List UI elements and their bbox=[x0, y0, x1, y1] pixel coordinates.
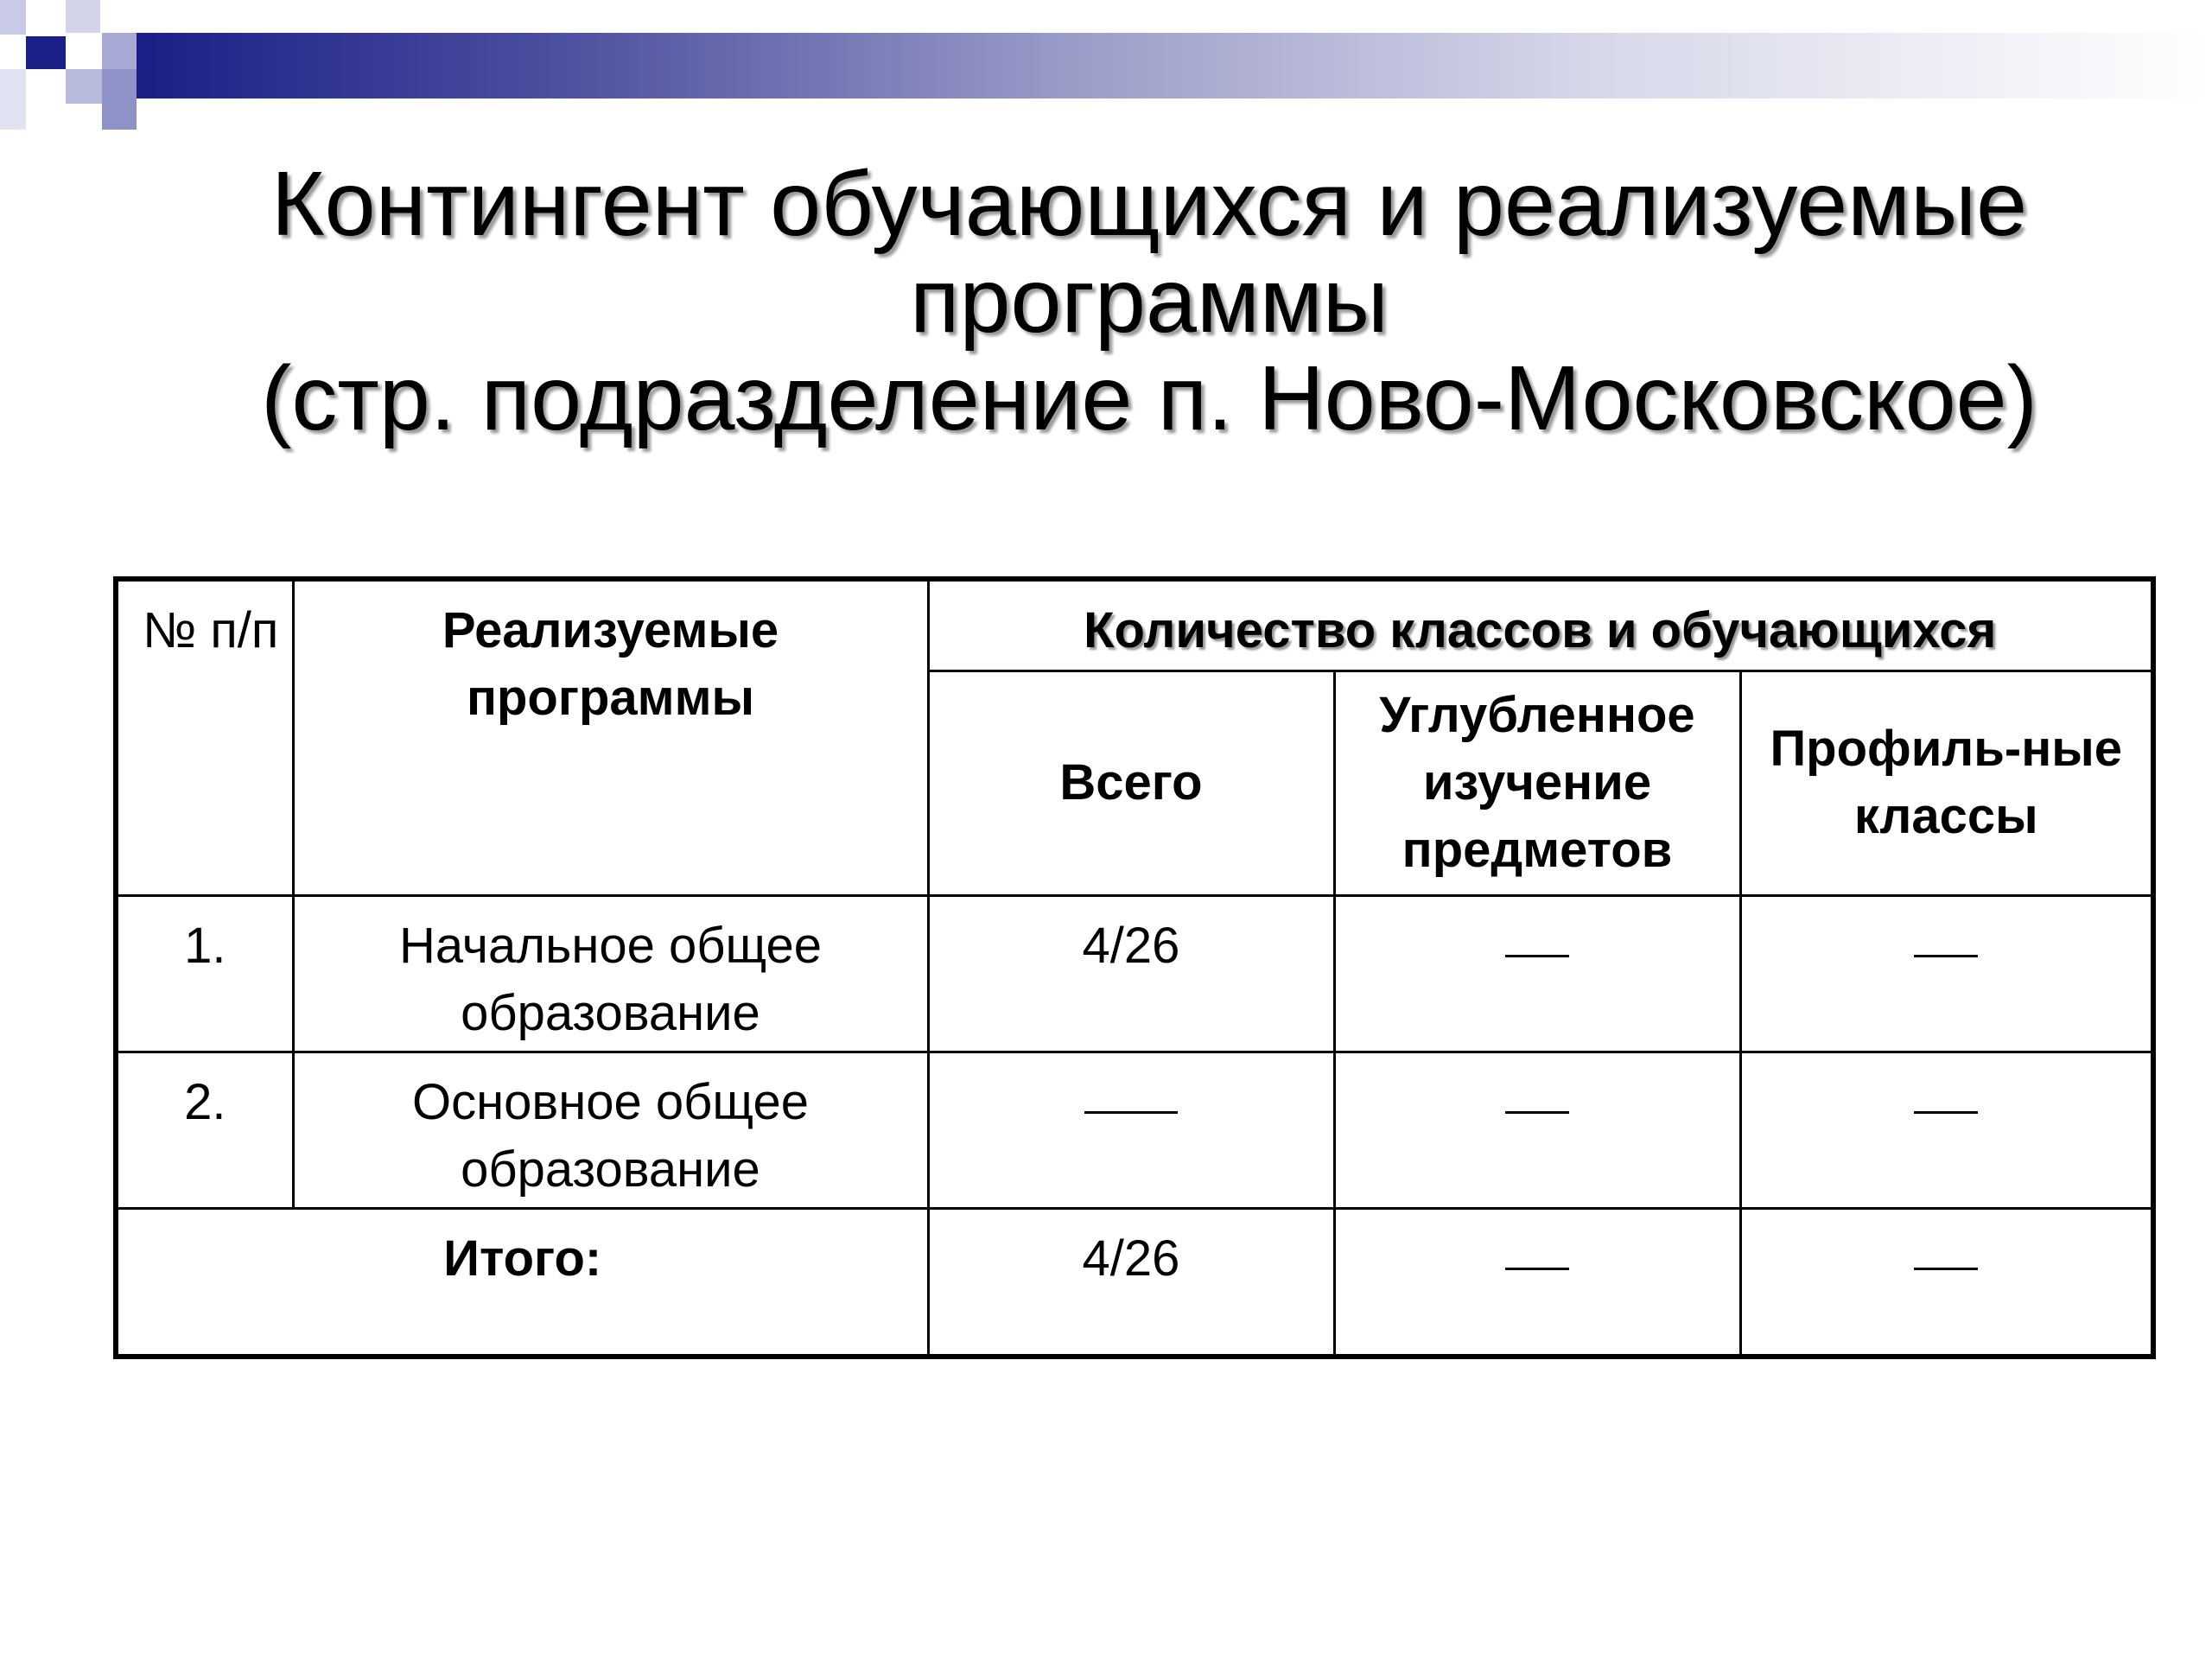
empty-dash bbox=[1505, 1111, 1569, 1114]
programs-table bbox=[113, 576, 2156, 1359]
table-header-row bbox=[116, 579, 2153, 671]
title-gradient-bar bbox=[137, 33, 2212, 99]
table-row bbox=[116, 1052, 2153, 1208]
title-line-1: Контингент обучающихся и реализуемые bbox=[270, 153, 2028, 255]
total-profile bbox=[1740, 1208, 2153, 1357]
header-deep: Углубленное изучение предметов bbox=[1334, 671, 1740, 895]
row-num: 2. bbox=[116, 1052, 293, 1208]
empty-dash bbox=[1505, 1268, 1569, 1270]
total-value: 4/26 bbox=[928, 1208, 1334, 1357]
table-row bbox=[116, 895, 2153, 1052]
row-program: Начальное общее образование bbox=[293, 895, 928, 1052]
row-deep bbox=[1334, 1052, 1740, 1208]
empty-dash bbox=[1084, 1111, 1178, 1114]
page-title bbox=[130, 153, 2169, 449]
decor-square-accent bbox=[26, 36, 66, 69]
empty-dash bbox=[1505, 955, 1569, 957]
empty-dash bbox=[1914, 1268, 1978, 1270]
decor-square bbox=[0, 0, 26, 35]
header-total: Всего bbox=[928, 671, 1334, 895]
row-num: 1. bbox=[116, 895, 293, 1052]
total-deep bbox=[1334, 1208, 1740, 1357]
decor-square bbox=[102, 69, 137, 130]
decor-square bbox=[66, 69, 102, 104]
total-label: Итого: bbox=[116, 1208, 928, 1357]
row-total bbox=[928, 1052, 1334, 1208]
row-profile bbox=[1740, 895, 2153, 1052]
header-num: № п/п bbox=[116, 579, 293, 895]
title-line-3: (стр. подразделение п. Ново-Московское) bbox=[261, 346, 2037, 449]
decor-square bbox=[66, 0, 100, 33]
decor-square bbox=[102, 33, 137, 69]
header-programs: Реализуемые программы bbox=[293, 579, 928, 895]
table-total-row bbox=[116, 1208, 2153, 1357]
header-count-group: Количество классов и обучающихся bbox=[928, 579, 2153, 671]
row-program: Основное общее образование bbox=[293, 1052, 928, 1208]
row-total: 4/26 bbox=[928, 895, 1334, 1052]
title-line-2: программы bbox=[910, 250, 1389, 353]
row-profile bbox=[1740, 1052, 2153, 1208]
row-deep bbox=[1334, 895, 1740, 1052]
decor-square bbox=[0, 69, 26, 130]
empty-dash bbox=[1914, 1111, 1978, 1114]
header-profile: Профиль-ные классы bbox=[1740, 671, 2153, 895]
empty-dash bbox=[1914, 955, 1978, 957]
